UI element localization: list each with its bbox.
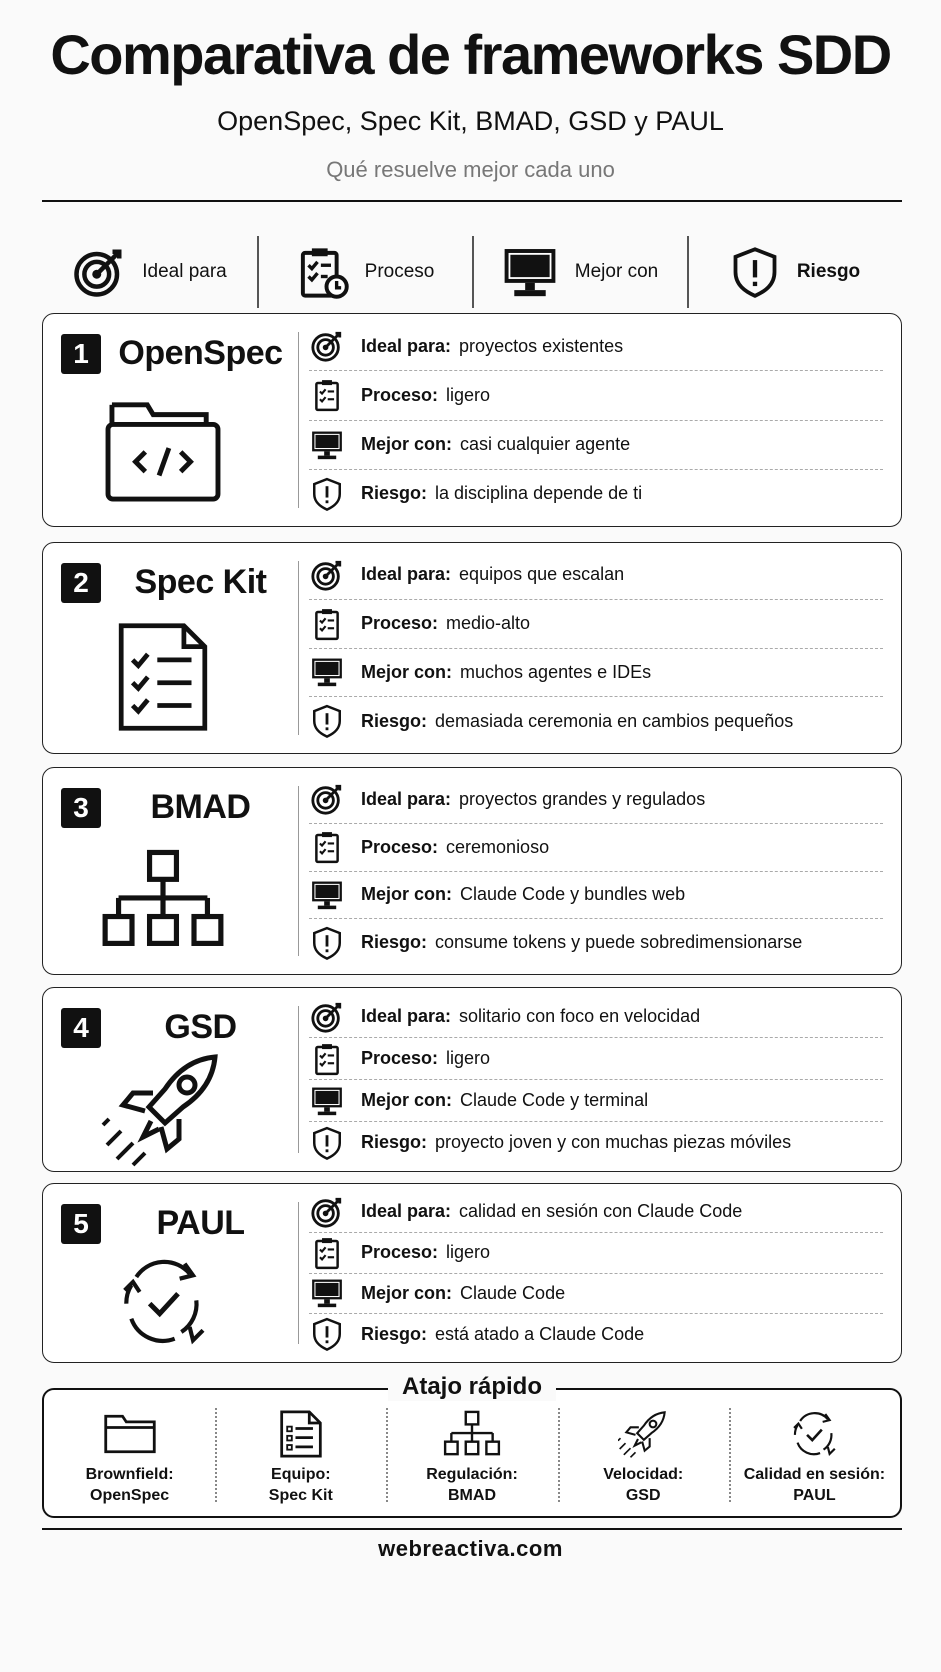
shield-alert-icon — [310, 477, 344, 511]
framework-card — [42, 313, 902, 527]
quick-title: Atajo rápido — [388, 1373, 556, 1401]
attribute-row-mejor — [309, 648, 883, 697]
attribute-label: Mejor con: — [361, 434, 453, 455]
attribute-value: consume tokens y puede sobredimensionarse — [435, 932, 803, 953]
attribute-row-mejor — [309, 1273, 883, 1314]
attribute-row-proceso — [309, 370, 883, 419]
attribute-value: la disciplina depende de ti — [435, 483, 643, 504]
attribute-value: ligero — [446, 1048, 491, 1068]
footer-divider — [42, 1528, 902, 1530]
attribute-label: Mejor con: — [361, 884, 453, 905]
attribute-label: Proceso: — [361, 613, 439, 634]
attribute-value: proyecto joven y con muchas piezas móviles — [435, 1132, 792, 1152]
framework-number: 5 — [61, 1204, 101, 1244]
attribute-row-riesgo — [309, 918, 883, 966]
legend-label: Ideal para — [142, 261, 227, 282]
legend-label: Mejor con — [574, 261, 659, 282]
target-icon — [72, 245, 126, 299]
attribute-value: ceremonioso — [446, 836, 550, 857]
code-folder-icon — [104, 395, 222, 503]
attribute-label: Mejor con: — [361, 1090, 453, 1110]
quick-item-label: Calidad en sesión: — [743, 1466, 886, 1483]
attribute-value: muchos agentes e IDEs — [460, 661, 652, 682]
quick-item-regulacion — [386, 1408, 557, 1506]
legend-proceso — [257, 232, 472, 312]
page-title: Comparativa de frameworks SDD — [50, 23, 891, 86]
legend-riesgo — [687, 232, 902, 312]
quick-item-calidad — [729, 1408, 900, 1506]
quick-item-value: BMAD — [448, 1487, 496, 1504]
legend-mejor — [472, 232, 687, 312]
quick-item-value: GSD — [625, 1487, 661, 1504]
checklist-document-icon — [115, 620, 211, 734]
attribute-row-mejor — [309, 420, 883, 469]
attribute-row-ideal — [309, 776, 883, 823]
target-icon — [310, 329, 344, 363]
attribute-label: Riesgo: — [361, 483, 428, 504]
framework-name: GSD — [164, 1007, 237, 1046]
monitor-icon — [310, 878, 344, 912]
target-icon — [310, 782, 344, 816]
card-divider — [298, 1202, 299, 1344]
document-list-icon — [278, 1408, 324, 1460]
monitor-icon — [310, 655, 344, 689]
attribute-row-ideal — [309, 551, 883, 599]
monitor-icon — [310, 1276, 344, 1310]
clipboard-icon — [310, 1236, 344, 1270]
quick-item-value: OpenSpec — [90, 1487, 170, 1504]
page-subtitle: OpenSpec, Spec Kit, BMAD, GSD y PAUL — [217, 106, 724, 136]
monitor-icon — [310, 428, 344, 462]
attribute-value: Claude Code — [460, 1282, 566, 1303]
framework-card — [42, 542, 902, 754]
attribute-value: calidad en sesión con Claude Code — [459, 1201, 743, 1222]
quick-item-value: Spec Kit — [268, 1487, 333, 1504]
framework-number: 3 — [61, 788, 101, 828]
attribute-row-ideal — [309, 1192, 883, 1232]
attribute-value: proyectos existentes — [459, 335, 624, 356]
monitor-icon — [501, 243, 559, 301]
framework-name: BMAD — [150, 787, 251, 826]
attribute-row-riesgo — [309, 1313, 883, 1354]
attribute-row-ideal — [309, 996, 883, 1037]
legend-label: Riesgo — [796, 261, 861, 282]
framework-name: OpenSpec — [118, 333, 283, 372]
target-icon — [310, 558, 344, 592]
attribute-value: solitario con foco en velocidad — [459, 1006, 701, 1026]
target-icon — [310, 1195, 344, 1229]
target-icon — [310, 1000, 344, 1034]
attribute-value: está atado a Claude Code — [435, 1323, 645, 1344]
attribute-value: ligero — [446, 1242, 491, 1263]
card-divider — [298, 332, 299, 508]
folder-icon — [102, 1410, 158, 1458]
framework-card — [42, 1183, 902, 1363]
legend-label: Proceso — [364, 261, 435, 282]
framework-name: PAUL — [156, 1203, 245, 1242]
attribute-label: Mejor con: — [361, 1282, 453, 1303]
attribute-row-proceso — [309, 1232, 883, 1273]
quick-item-value: PAUL — [793, 1487, 836, 1504]
attribute-value: casi cualquier agente — [460, 434, 631, 455]
attribute-label: Ideal para: — [361, 335, 452, 356]
attribute-label: Proceso: — [361, 1048, 439, 1068]
card-divider — [298, 561, 299, 735]
attribute-value: medio-alto — [446, 613, 531, 634]
shield-alert-icon — [310, 1317, 344, 1351]
clipboard-icon — [310, 830, 344, 864]
quick-item-brownfield — [44, 1408, 215, 1506]
attribute-label: Ideal para: — [361, 1201, 452, 1222]
page-tagline: Qué resuelve mejor cada uno — [326, 157, 615, 182]
framework-number: 1 — [61, 334, 101, 374]
rocket-icon — [101, 1049, 225, 1169]
attribute-label: Riesgo: — [361, 710, 428, 731]
attribute-row-riesgo — [309, 469, 883, 518]
hierarchy-icon — [443, 1410, 501, 1458]
quick-item-label: Velocidad: — [603, 1466, 684, 1483]
quick-item-label: Equipo: — [271, 1466, 331, 1483]
framework-number: 4 — [61, 1008, 101, 1048]
quick-summary — [42, 1373, 902, 1518]
shield-alert-icon — [310, 926, 344, 960]
attribute-label: Ideal para: — [361, 1006, 452, 1026]
quick-item-equipo — [215, 1408, 386, 1506]
cycle-check-icon — [788, 1408, 840, 1460]
attribute-row-proceso — [309, 1037, 883, 1079]
framework-card — [42, 767, 902, 975]
attribute-label: Riesgo: — [361, 932, 428, 953]
attribute-value: ligero — [446, 384, 491, 405]
quick-item-label: Brownfield: — [85, 1466, 174, 1483]
attribute-row-riesgo — [309, 696, 883, 745]
attribute-row-proceso — [309, 823, 883, 871]
attribute-label: Ideal para: — [361, 564, 452, 585]
attribute-row-mejor — [309, 1079, 883, 1121]
clipboard-icon — [310, 607, 344, 641]
attribute-label: Proceso: — [361, 384, 439, 405]
attribute-value: proyectos grandes y regulados — [459, 788, 706, 809]
attribute-label: Riesgo: — [361, 1323, 428, 1344]
attribute-row-ideal — [309, 322, 883, 370]
attribute-row-proceso — [309, 599, 883, 648]
quick-item-velocidad — [558, 1408, 729, 1506]
attribute-row-riesgo — [309, 1121, 883, 1163]
rocket-icon — [618, 1409, 668, 1459]
clipboard-icon — [310, 378, 344, 412]
shield-alert-icon — [729, 243, 781, 301]
attribute-value: Claude Code y bundles web — [460, 884, 686, 905]
header-divider — [42, 200, 902, 202]
framework-card — [42, 987, 902, 1172]
attribute-label: Mejor con: — [361, 661, 453, 682]
attribute-label: Proceso: — [361, 1242, 439, 1263]
quick-item-label: Regulación: — [426, 1466, 518, 1483]
clipboard-clock-icon — [295, 245, 349, 299]
attribute-value: equipos que escalan — [459, 564, 625, 585]
framework-name: Spec Kit — [134, 562, 267, 601]
attribute-value: Claude Code y terminal — [460, 1090, 649, 1110]
hierarchy-icon — [101, 848, 225, 952]
attribute-value: demasiada ceremonia en cambios pequeños — [435, 710, 794, 731]
attribute-label: Riesgo: — [361, 1132, 428, 1152]
attribute-label: Ideal para: — [361, 788, 452, 809]
attribute-row-mejor — [309, 871, 883, 919]
monitor-icon — [310, 1084, 344, 1118]
attribute-label: Proceso: — [361, 836, 439, 857]
framework-number: 2 — [61, 563, 101, 603]
clipboard-icon — [310, 1042, 344, 1076]
legend-ideal — [42, 232, 257, 312]
card-divider — [298, 1006, 299, 1153]
shield-alert-icon — [310, 1126, 344, 1160]
shield-alert-icon — [310, 704, 344, 738]
legend-bar — [42, 232, 902, 312]
card-divider — [298, 786, 299, 956]
cycle-check-icon — [113, 1252, 213, 1352]
footer-site: webreactiva.com — [378, 1536, 563, 1561]
